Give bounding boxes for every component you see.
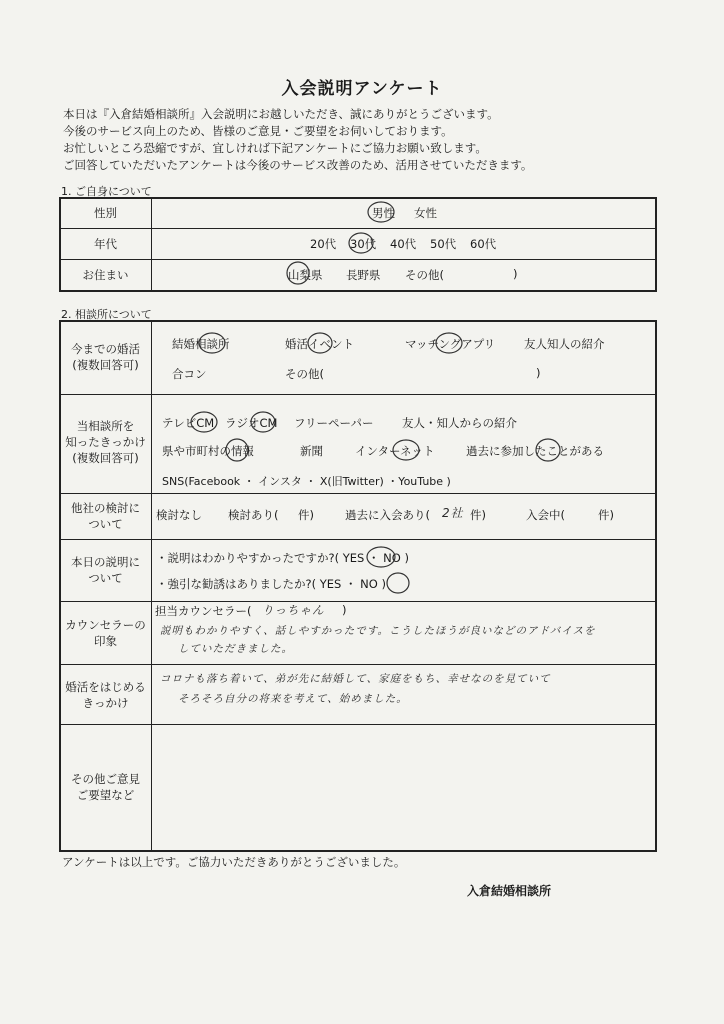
section1-heading: 1. ご自身について	[61, 185, 152, 198]
circle-konkatsu-event	[308, 333, 332, 353]
question-pushy-sales[interactable]: ・強引な勧誘はありましたか?( YES ・ NO )	[156, 577, 386, 591]
option-female[interactable]: 女性	[414, 206, 437, 220]
option-50s[interactable]: 50代	[430, 237, 457, 251]
circle-30s	[349, 233, 373, 253]
section2-heading: 2. 相談所について	[61, 308, 152, 321]
option-20s[interactable]: 20代	[310, 237, 337, 251]
option-current-member-unit: 件)	[598, 508, 614, 522]
intro-line-4: ご回答していただいたアンケートは今後のサービス改善のため、活用させていただきます。	[63, 158, 533, 172]
label-hajime: 婚活をはじめる きっかけ	[65, 680, 146, 710]
circle-radio-cm	[251, 412, 275, 432]
option-konkatsu-other-close: )	[536, 366, 541, 380]
option-past-membership[interactable]: 過去に入会あり(	[345, 508, 430, 522]
counselor-name: りっちゃん	[262, 603, 325, 617]
option-sns[interactable]: SNS(Facebook ・ インスタ ・ X(旧Twitter) ・YouTube )	[162, 475, 451, 488]
option-no-consideration[interactable]: 検討なし	[156, 508, 202, 522]
footer-thanks: アンケートは以上です。ご協力いただきありがとうございました。	[62, 855, 406, 869]
circle-local-gov-info	[226, 439, 248, 461]
circle-tv-cm	[191, 412, 217, 432]
circle-internet	[393, 440, 419, 460]
circle-yes	[367, 547, 395, 567]
counselor-prompt: 担当カウンセラー(	[155, 604, 252, 618]
question-clarity[interactable]: ・説明はわかりやすかったですか?( YES ・ NO )	[156, 551, 409, 565]
label-youbou: その他ご意見 ご要望など	[71, 772, 140, 802]
option-free-paper[interactable]: フリーペーパー	[294, 416, 374, 430]
option-considered-count-unit: 件)	[298, 508, 314, 522]
label-residence: お住まい	[82, 268, 129, 282]
circle-no	[387, 573, 409, 593]
page-title: 入会説明アンケート	[281, 79, 443, 99]
label-age: 年代	[94, 237, 117, 251]
label-setsumei: 本日の説明に ついて	[71, 555, 140, 585]
option-60s[interactable]: 60代	[470, 237, 497, 251]
option-local-gov-info[interactable]: 県や市町村の情報	[162, 444, 254, 458]
counselor-comment-line-2: していただきました。	[178, 643, 293, 655]
intro-line-1: 本日は『入倉結婚相談所』入会説明にお越しいただき、誠にありがとうございます。	[63, 107, 499, 121]
option-considered[interactable]: 検討あり(	[228, 508, 279, 522]
circle-marriage-agency	[199, 333, 225, 353]
option-konkatsu-other[interactable]: その他(	[285, 367, 324, 381]
reason-line-2: そろそろ自分の将来を考えて、始めました。	[178, 693, 408, 705]
option-nagano[interactable]: 長野県	[346, 268, 381, 282]
option-past-membership-unit: 件)	[470, 508, 486, 522]
label-konkatsu: 今までの婚活 (複数回答可)	[71, 342, 140, 372]
option-friend-referral[interactable]: 友人・知人からの紹介	[402, 416, 517, 430]
option-tv-cm[interactable]: テレビCM	[162, 416, 215, 430]
label-gender: 性別	[94, 206, 117, 220]
option-matching-app[interactable]: マッチングアプリ	[405, 337, 496, 351]
option-40s[interactable]: 40代	[390, 237, 417, 251]
circle-matching-app	[436, 333, 462, 353]
past-membership-count: 2社	[442, 506, 464, 520]
circle-past-participation	[536, 439, 560, 461]
option-internet[interactable]: インターネット	[355, 444, 435, 458]
label-counselor: カウンセラーの 印象	[65, 618, 146, 648]
option-past-participation[interactable]: 過去に参加したことがある	[466, 444, 604, 458]
company-signature: 入倉結婚相談所	[467, 884, 552, 898]
intro-line-2: 今後のサービス向上のため、皆様のご意見・ご要望をお伺いしております。	[63, 124, 453, 138]
reason-line-1: コロナも落ち着いて、弟が先に結婚して、家庭をもち、幸せなのを見ていて	[160, 673, 551, 685]
circle-male	[368, 202, 394, 222]
option-marriage-agency[interactable]: 結婚相談所	[172, 337, 230, 351]
label-kentou: 他社の検討に ついて	[71, 501, 140, 531]
option-konkatsu-event[interactable]: 婚活イベント	[285, 337, 354, 351]
option-other-residence[interactable]: その他(	[405, 268, 444, 282]
option-friend-intro[interactable]: 友人知人の紹介	[524, 337, 605, 351]
option-radio-cm[interactable]: ラジオCM	[225, 416, 278, 430]
option-30s[interactable]: 30代	[350, 237, 377, 251]
counselor-comment-line-1: 説明もわかりやすく、話しやすかったです。こうしたほうが良いなどのアドバイスを	[160, 625, 596, 637]
option-male[interactable]: 男性	[372, 206, 395, 220]
label-kikkake: 当相談所を 知ったきっかけ (複数回答可)	[65, 419, 146, 465]
option-current-member[interactable]: 入会中(	[526, 508, 565, 522]
option-other-residence-close: )	[513, 267, 518, 281]
option-yamanashi[interactable]: 山梨県	[288, 268, 323, 282]
counselor-prompt-close: )	[342, 603, 347, 617]
circle-yamanashi	[287, 262, 309, 284]
option-newspaper[interactable]: 新聞	[300, 444, 323, 458]
option-goukon[interactable]: 合コン	[172, 367, 207, 381]
intro-line-3: お忙しいところ恐縮ですが、宜しければ下記アンケートにご協力お願い致します。	[63, 141, 487, 155]
